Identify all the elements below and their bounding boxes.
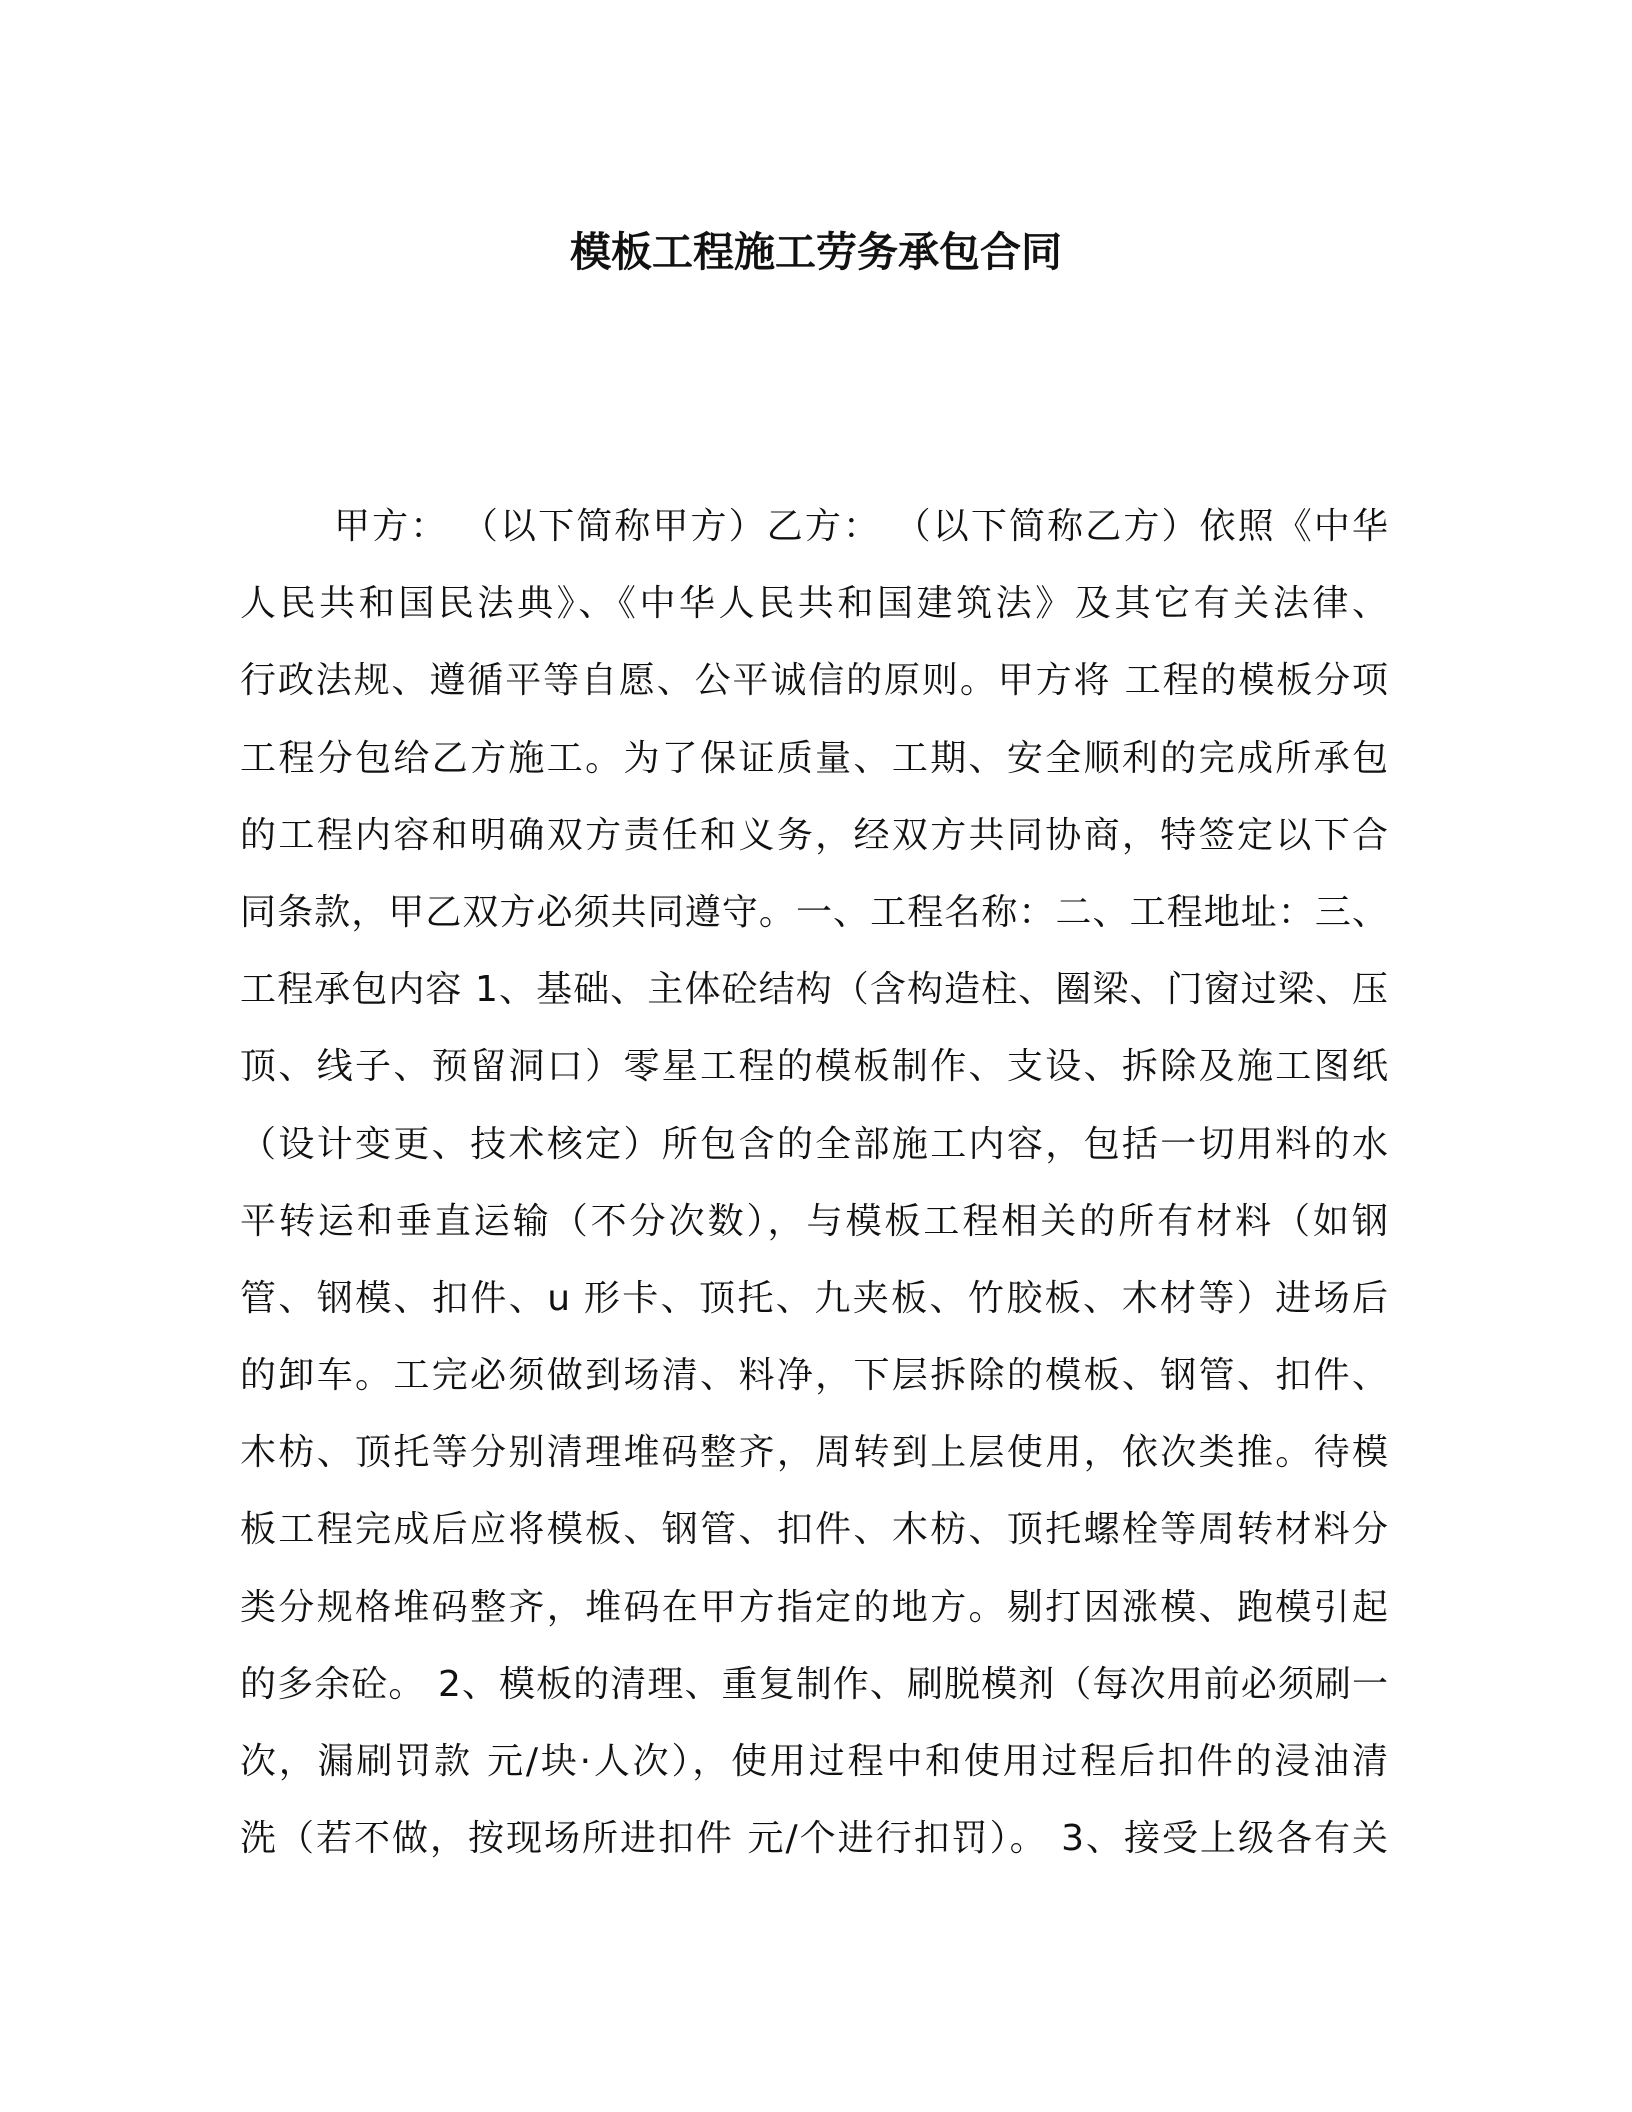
body-line: 顶、线子、预留洞口）零星工程的模板制作、支设、拆除及施工图纸 [240,1046,1388,1088]
contract-body-text [240,488,1388,1877]
body-line: 同条款，甲乙双方必须共同遵守。一、工程名称：二、工程地址：三、 [240,891,1388,933]
body-line: 工程承包内容 1、基础、主体砼结构（含构造柱、圈梁、门窗过梁、压 [240,969,1388,1011]
body-line: 平转运和垂直运输（不分次数），与模板工程相关的所有材料（如钢 [240,1200,1388,1242]
document-title: 模板工程施工劳务承包合同 [570,228,1062,276]
body-line: 的工程内容和明确双方责任和义务，经双方共同协商，特签定以下合 [240,814,1388,856]
body-line: 板工程完成后应将模板、钢管、扣件、木枋、顶托螺栓等周转材料分 [240,1509,1388,1551]
body-line: 工程分包给乙方施工。为了保证质量、工期、安全顺利的完成所承包 [240,737,1388,779]
body-line: 类分规格堆码整齐，堆码在甲方指定的地方。剔打因涨模、跑模引起 [240,1586,1388,1628]
body-line: 行政法规、遵循平等自愿、公平诚信的原则。甲方将 工程的模板分项 [240,660,1388,702]
body-line: 甲方： （以下简称甲方）乙方： （以下简称乙方）依照《中华 [334,506,1388,547]
body-line: 木枋、顶托等分别清理堆码整齐，周转到上层使用，依次类推。待模 [240,1432,1388,1474]
body-line: 次，漏刷罚款 元/块·人次），使用过程中和使用过程后扣件的浸油清 [240,1741,1388,1782]
body-line: 人民共和国民法典》、《中华人民共和国建筑法》及其它有关法律、 [240,583,1388,625]
body-line: 的多余砼。 2、模板的清理、重复制作、刷脱模剂（每次用前必须刷一 [240,1663,1388,1705]
body-line: （设计变更、技术核定）所包含的全部施工内容，包括一切用料的水 [240,1123,1388,1165]
body-line: 洗（若不做，按现场所进扣件 元/个进行扣罚）。 3、接受上级各有关 [240,1818,1388,1860]
body-line: 管、钢模、扣件、u 形卡、顶托、九夹板、竹胶板、木材等）进场后 [240,1277,1388,1319]
body-line: 的卸车。工完必须做到场清、料净，下层拆除的模板、钢管、扣件、 [240,1355,1388,1397]
